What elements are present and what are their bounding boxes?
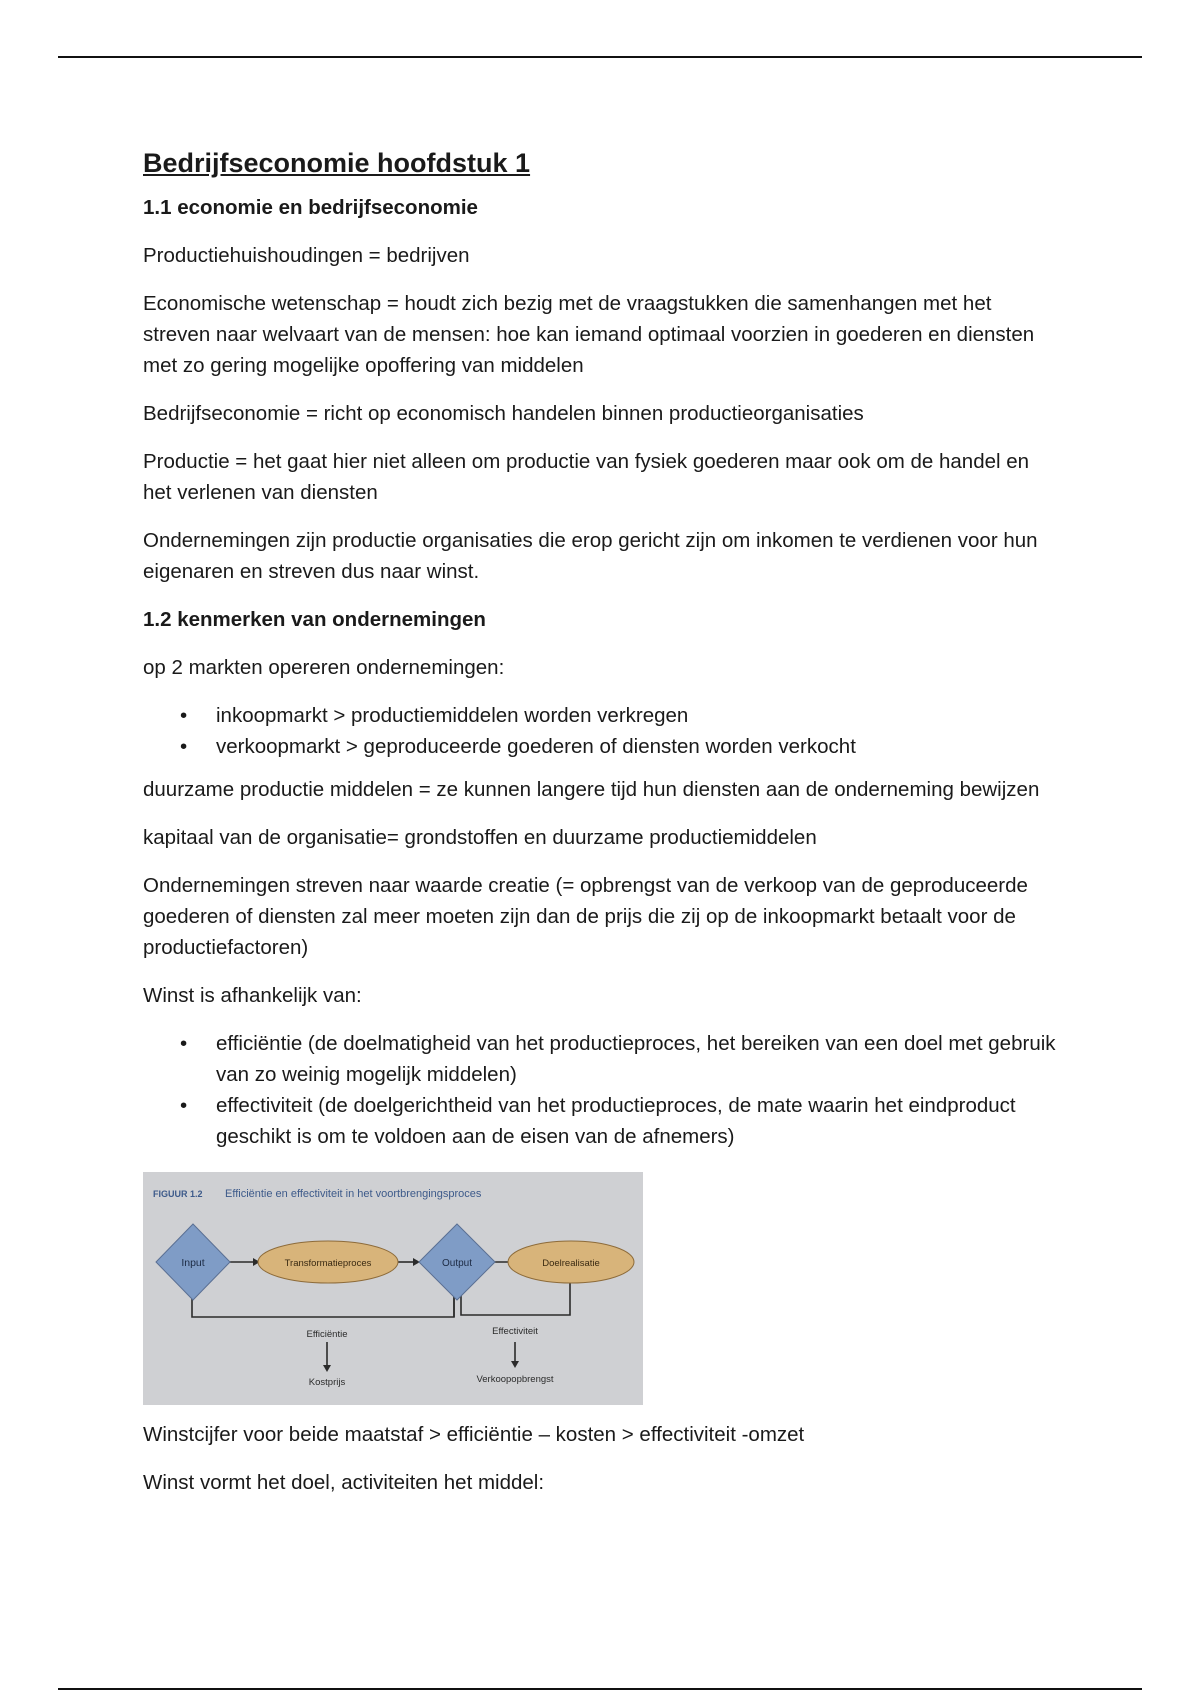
paragraph: Bedrijfseconomie = richt op economisch handelen binnen productieorganisaties	[143, 402, 864, 425]
list-item-text: effectiviteit (de doelgerichtheid van het productieproces, de mate waarin het eindproduct geschikt is om te voldoen aan de eisen van de afnemers)	[216, 1094, 1016, 1148]
paragraph: op 2 markten opereren ondernemingen:	[143, 656, 505, 679]
bullet-icon: •	[180, 735, 188, 758]
paragraph: Ondernemingen streven naar waarde creatie (= opbrengst van de verkoop van de geproduceerde goederen of diensten zal meer moeten zijn dan de prijs die zij op de inkoopmarkt betaalt voor de productiefactoren)	[143, 874, 1028, 959]
paragraph: Ondernemingen zijn productie organisaties die erop gericht zijn om inkomen te verdienen voor hun eigenaren en streven dus naar winst.	[143, 529, 1038, 583]
paragraph: Winst is afhankelijk van:	[143, 984, 362, 1007]
list-item-text: efficiëntie (de doelmatigheid van het productieproces, het bereiken van een doel met gebruik van zo weinig mogelijk middelen)	[216, 1032, 1056, 1086]
document-body	[143, 146, 1063, 1515]
paragraph: Productie = het gaat hier niet alleen om productie van fysiek goederen maar ook om de handel en het verlenen van diensten	[143, 450, 1030, 504]
transformation-label: Transformatieproces	[284, 1258, 372, 1269]
process-figure	[143, 1172, 643, 1405]
effectiveness-label: Effectiviteit	[492, 1326, 538, 1337]
list-item-text: verkoopmarkt > geproduceerde goederen of diensten worden verkocht	[216, 735, 856, 758]
bottom-rule	[58, 1688, 1142, 1690]
paragraph: Winstcijfer voor beide maatstaf > efficiëntie – kosten > effectiviteit -omzet	[143, 1423, 805, 1446]
figure-background	[143, 1172, 643, 1405]
list-item	[143, 1028, 1063, 1090]
paragraph: kapitaal van de organisatie= grondstoffen en duurzame productiemiddelen	[143, 826, 817, 849]
paragraph: Winst vormt het doel, activiteiten het middel:	[143, 1471, 545, 1494]
section-heading: 1.2 kenmerken van ondernemingen	[143, 608, 486, 631]
profit-factors-list	[143, 1028, 1063, 1152]
bullet-icon: •	[180, 704, 188, 727]
goal-label: Doelrealisatie	[542, 1258, 600, 1269]
list-item	[143, 700, 1063, 731]
output-label: Output	[441, 1258, 473, 1269]
list-item	[143, 1090, 1063, 1152]
figure-caption: Efficiëntie en effectiviteit in het voortbrengingsproces	[225, 1188, 482, 1200]
efficiency-label: Efficiëntie	[306, 1329, 348, 1340]
list-item-text: inkoopmarkt > productiemiddelen worden verkregen	[216, 704, 689, 727]
cost-label: Kostprijs	[308, 1377, 346, 1388]
page-title: Bedrijfseconomie hoofdstuk 1	[143, 148, 531, 178]
bullet-icon: •	[180, 1094, 188, 1117]
list-item	[143, 731, 1063, 762]
paragraph: duurzame productie middelen = ze kunnen langere tijd hun diensten aan de onderneming bewijzen	[143, 778, 1040, 801]
paragraph: Productiehuishoudingen = bedrijven	[143, 244, 470, 267]
markets-list	[143, 700, 1063, 762]
paragraph: Economische wetenschap = houdt zich bezig met de vraagstukken die samenhangen met het streven naar welvaart van de mensen: hoe kan iemand optimaal voorzien in goederen en diensten met zo gering mogelijke opoffering van middelen	[143, 292, 1035, 377]
top-rule	[58, 56, 1142, 58]
input-label: Input	[181, 1257, 205, 1269]
bullet-icon: •	[180, 1032, 188, 1055]
revenue-label: Verkoopopbrengst	[476, 1374, 554, 1385]
section-heading: 1.1 economie en bedrijfseconomie	[143, 196, 478, 219]
figure-label: FIGUUR 1.2	[153, 1189, 203, 1199]
